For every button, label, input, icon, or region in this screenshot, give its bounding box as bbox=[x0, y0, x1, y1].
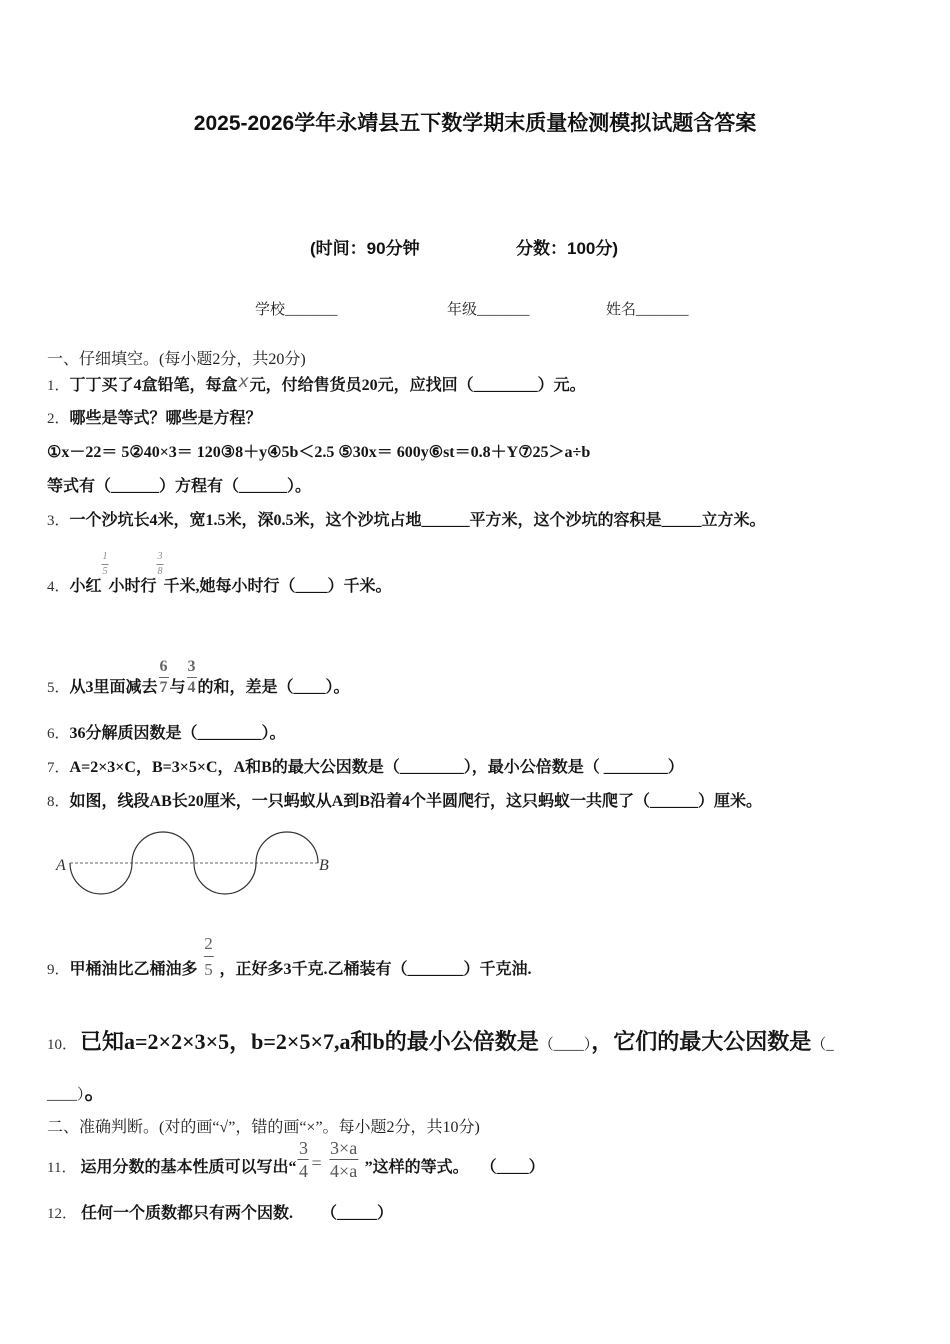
question-number: 10． bbox=[47, 1037, 78, 1053]
fraction-slot bbox=[198, 934, 220, 979]
question-text: 已知a=2×2×3×5，b=2×5×7,a和b的最小公倍数是 bbox=[80, 1029, 539, 1054]
section-1-heading: 一、仔细填空。(每小题2分，共20分) bbox=[47, 351, 306, 368]
fraction-slot bbox=[157, 551, 164, 595]
fraction-three-eighths bbox=[157, 552, 164, 577]
point-b-label: B bbox=[319, 857, 329, 874]
answer-blank-start: （_ bbox=[811, 1037, 834, 1053]
fraction-two-fifths bbox=[203, 935, 214, 978]
exam-time: (时间：90分钟 bbox=[310, 239, 420, 258]
question-2-items: ①x－22＝ 5②40×3＝ 120③8＋y④5b＜2.5 ⑤30x＝ 600y⑥st＝0.8＋Y⑦25＞a÷b bbox=[47, 444, 591, 461]
question-text: 一个沙坑长4米，宽1.5米，深0.5米，这个沙坑占地______平方米，这个沙坑的容积是_____立方米。 bbox=[69, 512, 766, 529]
section-2-heading: 二、准确判断。(对的画“√”，错的画“×”。每小题2分，共10分) bbox=[47, 1119, 480, 1136]
question-number: 12． bbox=[47, 1206, 78, 1222]
question-number: 11． bbox=[47, 1160, 77, 1176]
question-4 bbox=[47, 551, 392, 595]
question-12 bbox=[47, 1206, 393, 1222]
semicircle-3 bbox=[194, 863, 256, 894]
semicircle-1 bbox=[70, 863, 132, 894]
school-field: 学校_______ bbox=[255, 302, 338, 318]
question-text: 的和，差是（____）。 bbox=[197, 679, 350, 696]
fraction-numerator: 3×a bbox=[330, 1138, 358, 1158]
fraction-slot bbox=[186, 658, 198, 696]
fraction-numerator: 3 bbox=[157, 552, 164, 565]
name-field: 姓名_______ bbox=[606, 302, 689, 318]
fraction-slot bbox=[296, 1138, 310, 1181]
variable-x: x bbox=[238, 372, 249, 392]
question-text: 小红 bbox=[69, 578, 102, 595]
question-text: ，正好多3千克.乙桶装有（_______）千克油. bbox=[219, 961, 532, 978]
question-text: 运用分数的基本性质可以写出“ bbox=[80, 1159, 297, 1176]
question-number: 8． bbox=[47, 794, 70, 810]
question-5 bbox=[47, 658, 350, 696]
answer-blank: （____） bbox=[538, 1037, 592, 1053]
question-number: 1． bbox=[47, 378, 70, 394]
question-text: A=2×3×C，B=3×5×C，A和B的最大公因数是（________），最小公倍数是（ ________） bbox=[69, 759, 684, 776]
question-text: 小时行 bbox=[108, 578, 157, 595]
question-number: 2． bbox=[47, 411, 70, 427]
question-text: 元，付给售货员20元，应找回（________）元。 bbox=[249, 377, 586, 394]
fraction-denominator: 4 bbox=[298, 1161, 308, 1181]
question-text: ”这样的等式。 bbox=[364, 1159, 469, 1176]
fraction-three-quarters bbox=[187, 659, 197, 696]
fraction-slot bbox=[102, 551, 109, 595]
fraction-denominator: 5 bbox=[204, 960, 213, 979]
equals-sign: = bbox=[311, 1153, 322, 1173]
question-text: 哪些是等式？哪些是方程？ bbox=[69, 410, 262, 427]
fraction-denominator: 4×a bbox=[330, 1161, 358, 1181]
fraction-denominator: 4 bbox=[187, 679, 196, 696]
fraction-3a-over-4a bbox=[329, 1139, 358, 1180]
question-text: 千米,她每小时行（____）千米。 bbox=[163, 578, 392, 595]
semicircle-4 bbox=[256, 832, 318, 863]
question-10 bbox=[47, 1031, 834, 1053]
question-text: 36分解质因数是（________）。 bbox=[69, 725, 286, 742]
semicircle-2 bbox=[132, 832, 194, 863]
question-text: 从3里面减去 bbox=[69, 679, 158, 696]
question-9 bbox=[47, 934, 532, 979]
judgement-blank: （_____） bbox=[321, 1205, 394, 1222]
question-end-mark: 。 bbox=[84, 1079, 107, 1104]
judgement-blank: （____） bbox=[488, 1159, 545, 1176]
question-8 bbox=[47, 794, 762, 810]
fraction-numerator: 2 bbox=[203, 935, 214, 957]
question-text: 如图，线段AB长20厘米，一只蚂蚁从A到B沿着4个半圆爬行，这只蚂蚁一共爬了（______）厘米。 bbox=[69, 793, 762, 810]
fraction-slot bbox=[158, 658, 170, 696]
fraction-six-sevenths bbox=[159, 659, 169, 696]
question-1 bbox=[47, 372, 586, 394]
question-10-continued bbox=[47, 1081, 107, 1103]
fraction-one-fifth bbox=[102, 552, 109, 577]
fraction-denominator: 8 bbox=[157, 566, 163, 577]
grade-field: 年级_______ bbox=[447, 302, 530, 318]
answer-blank-end: ____） bbox=[47, 1087, 85, 1103]
question-number: 6． bbox=[47, 726, 70, 742]
exam-score: 分数：100分) bbox=[516, 239, 619, 258]
question-number: 9． bbox=[47, 962, 70, 978]
fraction-denominator: 7 bbox=[159, 679, 168, 696]
fraction-numerator: 1 bbox=[102, 552, 109, 565]
question-number: 4． bbox=[47, 579, 70, 595]
question-text: ，它们的最大公因数是 bbox=[591, 1029, 812, 1054]
question-number: 3． bbox=[47, 513, 70, 529]
question-2-answer: 等式有（______）方程有（______）。 bbox=[47, 478, 312, 495]
question-text: 甲桶油比乙桶油多 bbox=[69, 961, 198, 978]
question-2 bbox=[47, 411, 262, 427]
question-text: 任何一个质数都只有两个因数. bbox=[81, 1205, 294, 1222]
exam-title: 2025-2026学年永靖县五下数学期末质量检测模拟试题含答案 bbox=[193, 112, 757, 135]
question-number: 5． bbox=[47, 680, 70, 696]
fraction-numerator: 3 bbox=[298, 1138, 308, 1158]
fraction-three-quarters bbox=[298, 1139, 309, 1180]
question-text: 与 bbox=[169, 679, 186, 696]
question-number: 7． bbox=[47, 760, 70, 776]
fraction-denominator: 5 bbox=[102, 566, 108, 577]
question-7 bbox=[47, 760, 684, 776]
question-text: 丁丁买了4盒铅笔，每盒 bbox=[69, 377, 238, 394]
fraction-numerator: 3 bbox=[187, 659, 197, 678]
question-3 bbox=[47, 513, 766, 529]
semicircle-path-figure bbox=[50, 820, 350, 905]
point-a-label: A bbox=[56, 857, 66, 874]
question-6 bbox=[47, 726, 286, 742]
fraction-numerator: 6 bbox=[159, 659, 169, 678]
